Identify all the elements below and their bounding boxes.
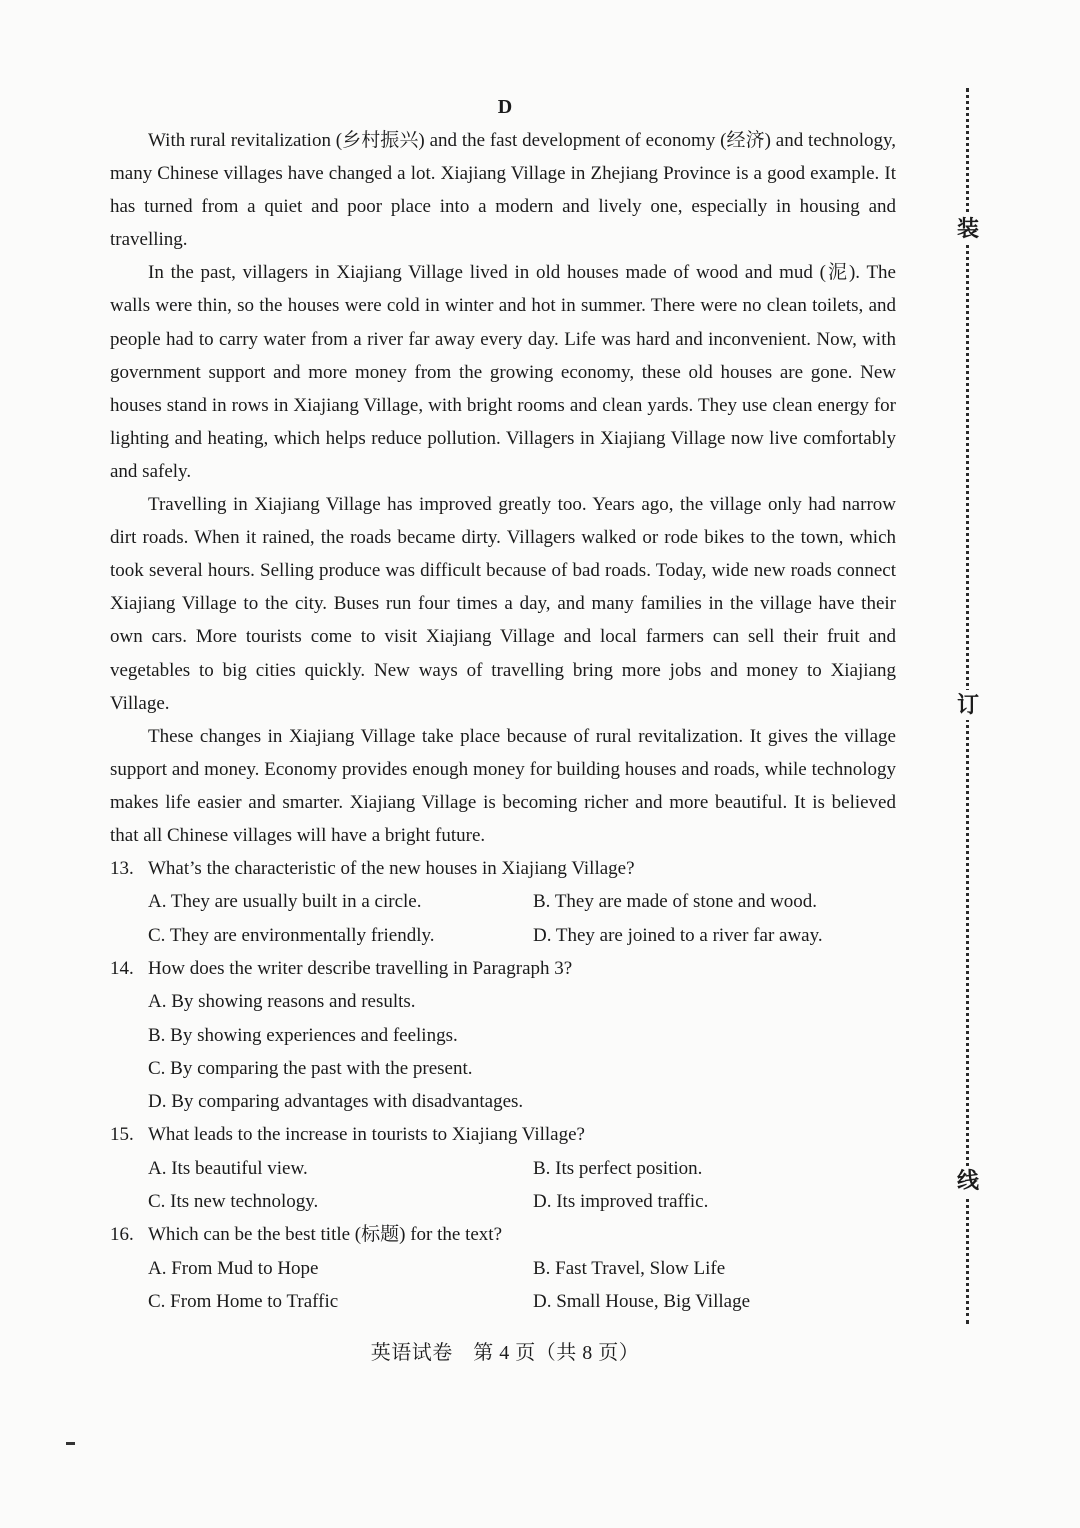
passage-content [110,124,896,1318]
question-text: How does the writer describe travelling in Paragraph 3? [148,957,573,979]
question-number: 16. [110,1224,134,1246]
binding-label-zhuang: 装 [956,216,979,242]
passage-paragraph-1: With rural revitalization (乡村振兴) and the fast development of economy (经济) and technology, many Chinese villages have changed a lot. Xiajiang Village in Zhejiang Province is a good example. It has turned from a quiet and poor place into a modern and lively one, especially in housing and travelling. [110,130,896,251]
passage-paragraph-2: In the past, villagers in Xiajiang Village lived in old houses made of wood and mud (泥). The walls were thin, so the houses were cold in winter and hot in summer. There were no clean toilets, and people had to carry water from a river far away every day. Life was hard and inconvenient. Now, with government support and more money from the growing economy, these old houses are gone. New houses stand in rows in Xiajiang Village, with bright rooms and clean yards. They use clean energy for lighting and heating, which helps reduce pollution. Villagers in Xiajiang Village now live comfortably and safely. [110,262,896,482]
option-c: C. They are environmentally friendly. [148,924,435,946]
option-a: A. They are usually built in a circle. [148,891,422,913]
question-number: 15. [110,1124,134,1146]
question-13 [110,852,896,952]
question-number: 14. [110,957,134,979]
passage-paragraph-3: Travelling in Xiajiang Village has improved greatly too. Years ago, the village only had narrow dirt roads. When it rained, the roads became dirty. Villagers walked or rode bikes to the town, which took several hours. Selling produce was difficult because of bad roads. Today, wide new roads connect Xiajiang Village to the city. Buses run four times a day, and many families in the village have their own cars. More tourists come to visit Xiajiang Village and local farmers can sell their fruit and vegetables to big cities quickly. New ways of travelling bring more jobs and money to Xiajiang Village. [110,494,896,714]
option-b: B. Fast Travel, Slow Life [533,1257,726,1279]
question-16 [110,1218,896,1318]
option-a: A. By showing reasons and results. [148,991,416,1013]
question-list [110,852,896,1318]
option-d: D. They are joined to a river far away. [533,924,823,946]
scan-mark [66,1442,75,1445]
option-b: B. Its perfect position. [533,1157,703,1179]
question-stem [110,952,896,985]
option-grid [110,1252,896,1319]
question-text: What’s the characteristic of the new houses in Xiajiang Village? [148,858,635,880]
option-grid [110,1152,896,1219]
option-a: A. From Mud to Hope [148,1257,319,1279]
option-d: D. Its improved traffic. [533,1191,709,1213]
passage-paragraph-4: These changes in Xiajiang Village take place because of rural revitalization. It gives the village support and money. Economy provides enough money for building houses and roads, while technology makes life easier and smarter. Xiajiang Village is becoming richer and more beautiful. It is believed that all Chinese villages will have a bright future. [110,725,896,846]
option-c: C. By comparing the past with the present. [148,1057,473,1079]
question-text: What leads to the increase in tourists to Xiajiang Village? [148,1124,585,1146]
binding-label-xian: 线 [956,1168,979,1194]
question-stem [110,1218,896,1251]
option-a: A. Its beautiful view. [148,1157,308,1179]
question-stem [110,852,896,885]
page-footer: 英语试卷 第 4 页（共 8 页） [370,1342,640,1364]
question-text: Which can be the best title (标题) for the text? [148,1224,503,1246]
option-c: C. Its new technology. [148,1191,319,1213]
option-b: B. They are made of stone and wood. [533,891,818,913]
question-15 [110,1118,896,1218]
binding-label-ding: 订 [956,692,979,718]
option-d: D. By comparing advantages with disadvantages. [148,1091,524,1113]
option-d: D. Small House, Big Village [533,1290,750,1312]
question-number: 13. [110,858,134,880]
question-14 [110,952,896,1118]
question-stem [110,1118,896,1151]
option-list [110,985,896,1118]
option-grid [110,885,896,952]
option-b: B. By showing experiences and feelings. [148,1024,458,1046]
option-c: C. From Home to Traffic [148,1290,339,1312]
section-letter: D [497,96,513,118]
